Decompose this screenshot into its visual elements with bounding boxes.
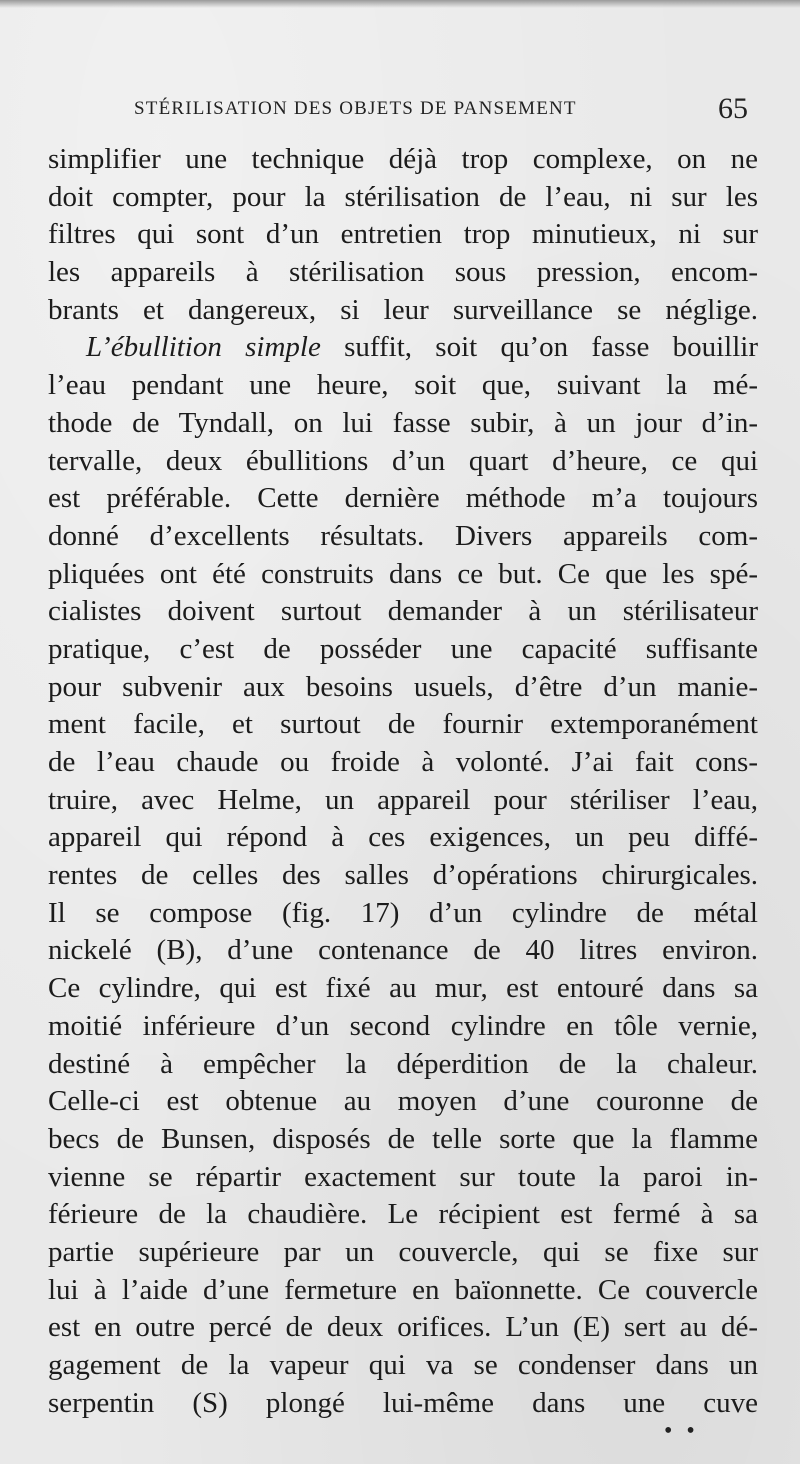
text-line: partie supérieure par un couvercle, qui se fixe sur [48,1235,758,1268]
text-line: thode de Tyndall, on lui fasse subir, à un jour d’in- [48,406,758,439]
text-line: ment facile, et surtout de fournir extemporanément [48,708,758,741]
text-line: pliquées ont été construits dans ce but. Ce que les spé- [48,557,758,590]
text-line: destiné à empêcher la déperdition de la chaleur. [48,1047,758,1080]
text-line: pratique, c’est de posséder une capacité suffisante [48,632,758,665]
text-line: moitié inférieure d’un second cylindre en tôle vernie, [48,1009,758,1042]
text-line: becs de Bunsen, disposés de telle sorte que la flamme [48,1122,758,1155]
running-head: STÉRILISATION DES OBJETS DE PANSEMENT [134,98,577,119]
page-number: 65 [718,92,748,125]
text-line: vienne se répartir exactement sur toute la paroi in- [48,1160,758,1193]
page-header [50,92,760,128]
text-line: l’eau pendant une heure, soit que, suivant la mé- [48,369,758,402]
text-line: de l’eau chaude ou froide à volonté. J’ai fait cons- [48,746,758,778]
footer-mark: • • [664,1418,699,1444]
text-line: truire, avec Helme, un appareil pour stériliser l’eau, [48,783,758,816]
text-line-rest: suffit, soit qu’on fasse bouillir [344,331,758,364]
text-line: est préférable. Cette dernière méthode m’a toujours [48,482,758,515]
text-line: doit compter, pour la stérilisation de l’eau, ni sur les [48,180,758,213]
body-text [48,141,758,1422]
text-line: les appareils à stérilisation sous pression, encom- [48,256,758,289]
text-line: serpentin (S) plongé lui-même dans une cuve [48,1386,758,1419]
paragraph-start-line [48,329,758,367]
text-line: filtres qui sont d’un entretien trop minutieux, ni sur [48,218,758,251]
text-line: appareil qui répond à ces exigences, un peu diffé- [48,821,758,854]
text-line: cialistes doivent surtout demander à un stérilisateur [48,595,758,628]
text-line: est en outre percé de deux orifices. L’un (E) sert au dé- [48,1311,758,1344]
page-top-shadow [0,0,800,8]
italic-lead: L’ébullition simple [86,331,321,364]
text-line: rentes de celles des salles d’opérations chirurgicales. [48,859,758,892]
text-line: brants et dangereux, si leur surveillance se néglige. [48,293,758,326]
text-line: Il se compose (fig. 17) d’un cylindre de métal [48,896,758,929]
text-line: gagement de la vapeur qui va se condenser dans un [48,1349,758,1381]
text-line: pour subvenir aux besoins usuels, d’être d’un manie- [48,670,758,703]
text-line: Celle-ci est obtenue au moyen d’une couronne de [48,1085,758,1118]
text-line: Ce cylindre, qui est fixé au mur, est entouré dans sa [48,972,758,1005]
text-line: simplifier une technique déjà trop complexe, on ne [48,143,758,175]
text-line: férieure de la chaudière. Le récipient est fermé à sa [48,1198,758,1231]
text-line: lui à l’aide d’une fermeture en baïonnette. Ce couvercle [48,1273,758,1306]
text-line: tervalle, deux ébullitions d’un quart d’heure, ce qui [48,444,758,477]
text-line: donné d’excellents résultats. Divers appareils com- [48,519,758,552]
text-line: nickelé (B), d’une contenance de 40 litres environ. [48,934,758,967]
